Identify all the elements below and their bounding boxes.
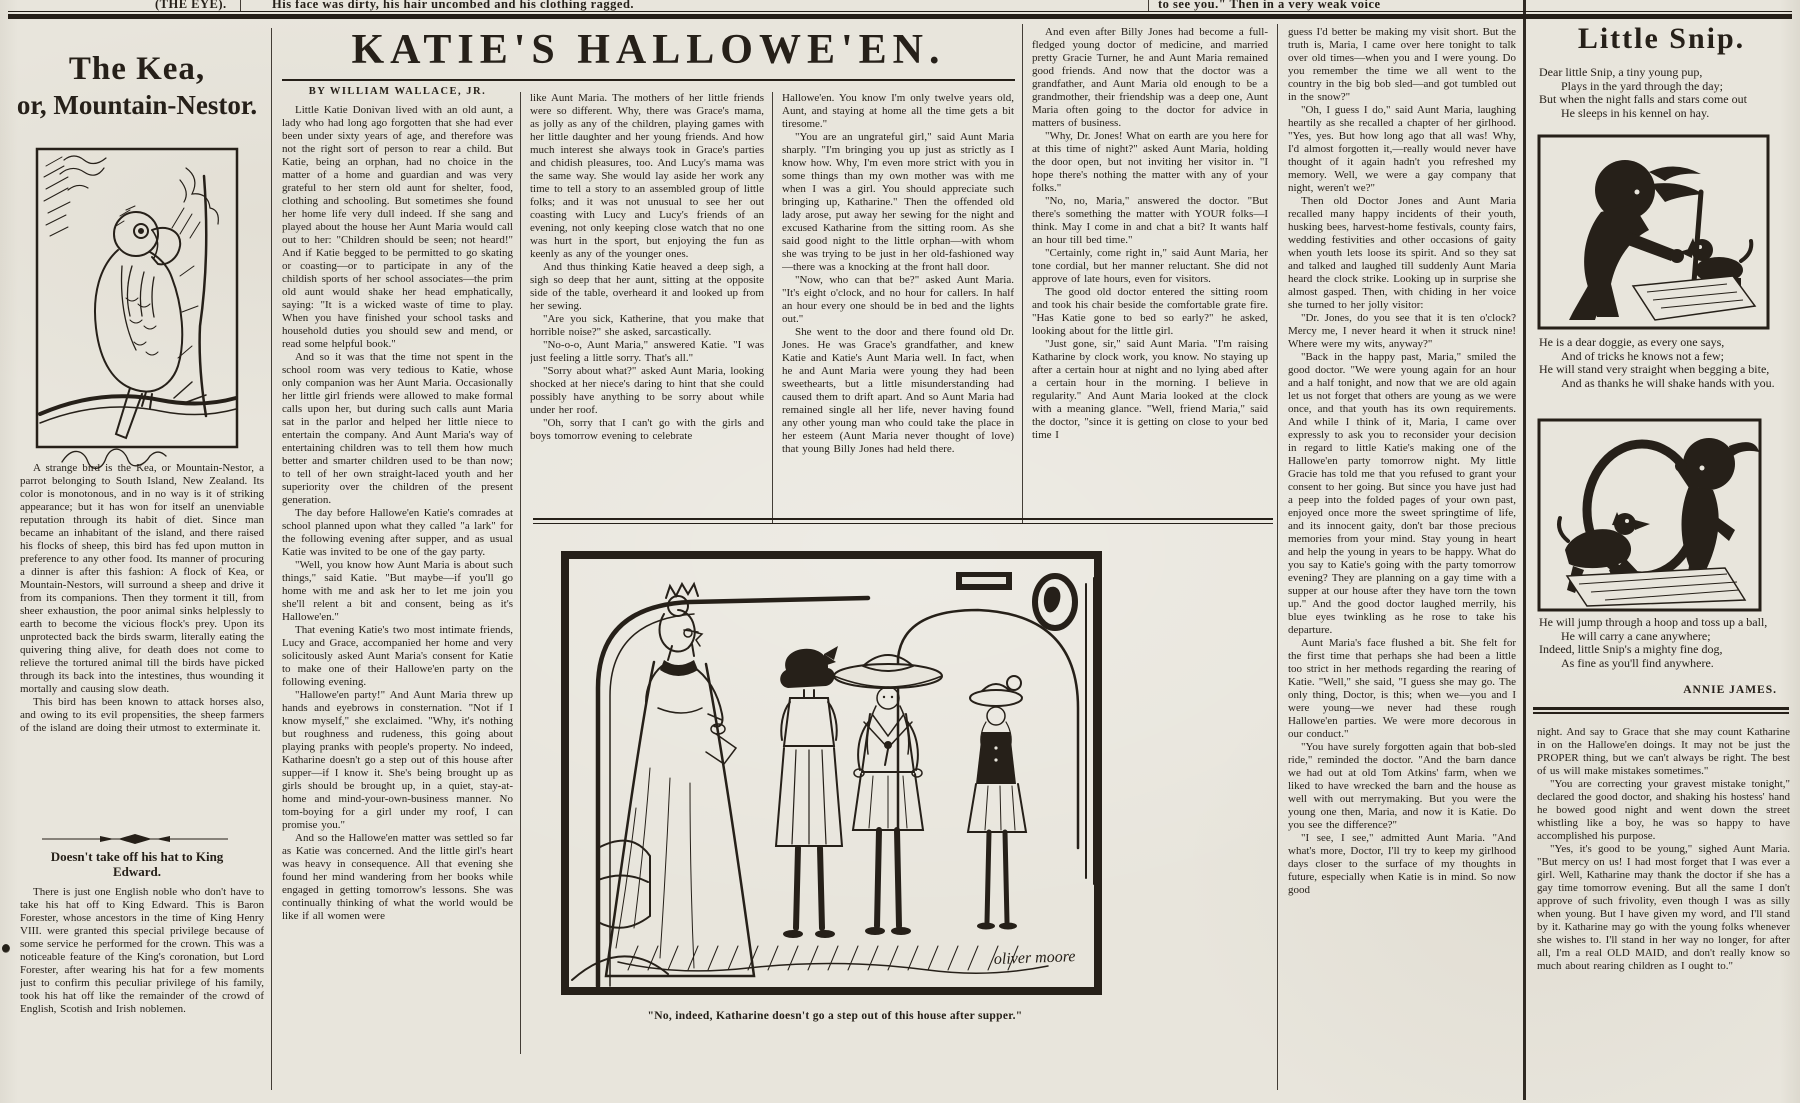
verse-line: Indeed, little Snip's a mighty fine dog, [1539,642,1723,656]
kea-title-line1: The Kea, [68,51,206,87]
snip-verse-3 [1537,616,1790,670]
illustration-top-rule [533,518,1273,524]
story-paragraph: "You are correcting your gravest mistake tonight," declared the good doctor, and shaking his hostess' hand he bowed good night and went down the street whistling like a boy, he was so happy to have accomplished his purpose. [1537,778,1790,842]
story-paragraph: That evening Katie's two most intimate friends, Lucy and Grace, accompanied her home and very solicitously asked Aunt Maria's consent for Katie to make one of their Hallowe'en party on the following evening. [282,624,513,688]
column-rule-3 [772,92,773,523]
story-paragraph: Then old Doctor Jones and Aunt Maria recalled many happy incidents of their youth, husking bees, harvest-home festivals, county fairs, wedding festivities and other occasions of gaity when youth lets loose its spirit. And so they sat and talked and laughed till suddenly Aunt Maria heard the clock strike. Looking up in surprise she almost gasped. Then, with chiding in her voice she turned to her jolly visitor: [1288,195,1516,311]
story-paragraph: "You have surely forgotten again that bob-sled ride," reminded the doctor. "And the barn dance we had out at old Tom Atkins' farm, when we liked to have wrecked the barn and the house as well with out merrymaking. But you were the young one then, Maria, and now it is Katie. Do you see the difference?" [1288,741,1516,831]
story-paragraph: "Back in the happy past, Maria," smiled the good doctor. "We were young again for an hour and a half tonight, and now that we are old again let us not forget that others are young as we were once, and that youth has its own requirements. And while I think of it, Maria, I came over expressly to ask you to reconsider your decision in regard to little Katie's making one of the Hallowe'en party tomorrow night. My little Gracie has told me that you refused to grant your consent to her going. But since you have just had a peep into the folded pages of your own past, enjoyed once more the sweet springtime of life, and its innocent gaity, don't bar those precious memories from your mind. Stay young in heart and help the young in years to be happy. What do you say to Katie's going with the party tomorrow evening? They are planning on a gay time with a supper at our house after they have torn the town up." And the good doctor laughed merrily, his blue eyes twinkling as he rose to take his departure. [1288,351,1516,636]
headline-rule [282,79,1015,81]
ink-spot [2,944,10,953]
story-column-5 [1288,26,1516,1092]
top-teaser-right: to see you." Then in a very weak voice [1158,0,1381,11]
kea-subheadline [14,849,260,879]
verse-line: He will jump through a hoop and toss up a ball, [1539,615,1768,629]
story-paragraph: "Are you sick, Katherine, that you make that horrible noise?" she asked, sarcastically. [530,313,764,338]
story-paragraph: And so the Hallowe'en matter was settled so far as Katie was concerned. And the little girl's heart was heavy in consequence. All that evening she found her mind wandering from her books while engaged in getting tomorrow's lessons. She was continually thinking of what the world would be like if all women were [282,832,513,922]
snip-illustration-1 [1537,134,1770,330]
verse-line: He is a dear doggie, as every one says, [1539,335,1725,349]
story-paragraph: The day before Hallowe'en Katie's comrades at school planned upon what they called "a lark" for the following evening after supper, and as usual Katie was invited to be one of the gay party. [282,507,513,558]
decorative-divider [40,833,230,845]
story-column-1 [282,104,513,1054]
story-paragraph: "Yes, it's good to be young," sighed Aunt Maria. "But mercy on us! I had most forget that I was ever a girl. Well, Katharine may thank the doctor if she has a gay time tomorrow evening. But all the same I don't approve of such frivolity, even though I was as silly when young. But I have given my word, and I'll stand by it. Katharine may go with the young folks whenever she wishes to. I'll stand in her way no longer, for after all, I'm a real OLD MAID, and don't really know so much about rearing children as I ought to." [1537,843,1790,972]
story-paragraph: "Now, who can that be?" asked Aunt Maria. "It's eight o'clock, and no hour for callers. In half an hour every one should be in bed and the lights out." [782,274,1014,325]
snip-verse-2 [1537,336,1790,390]
subhead-line1: Doesn't take off his hat to King [50,849,224,864]
story-paragraph: Hallowe'en. You know I'm only twelve years old, Aunt, and staying at home all the time gets a bit tiresome." [782,92,1014,130]
column-rule-1 [271,28,272,1090]
snip-illustration-2 [1537,418,1762,612]
story-paragraph: "Well, you know how Aunt Maria is about such things," said Katie. "But maybe—if you'll go home with me and ask her to let me join you she'll relent a bit and consent, being as it's Hallowe'en." [282,559,513,623]
story-paragraph: "Why, Dr. Jones! What on earth are you here for at this time of night?" asked Aunt Maria, holding the door open, but not inviting her visitor in. "I hope there's nothing the matter with any of your folks." [1032,130,1268,194]
verse-line: Plays in the yard through the day; [1561,78,1723,93]
column-rule-5 [1277,24,1278,1090]
story-paragraph: "I see, I see," admitted Aunt Maria. "And what's more, Doctor, I'll try to keep my girlhood days closer to the surface of my thoughts in future, especially when Katie is in mind. So now good [1288,832,1516,896]
story-paragraph: night. And say to Grace that she may count Katharine in on the Hallowe'en doings. It may not be just the PROPER thing, but we can't always be right. The best of us will make mistakes sometimes." [1537,726,1790,777]
story-paragraph: Aunt Maria's face flushed a bit. She felt for the first time that perhaps she had been a little too strict in her methods regarding the rearing of Katie. "Well," she said, "I guess she may go. The only thing, Doctor, is this; when we—you and I were young—we never had these rough Hallowe'en parties. We were more decorous in our conduct." [1288,637,1516,740]
verse-line: And of tricks he knows not a few; [1561,348,1724,363]
story-column-2 [530,92,764,520]
verse-line: But when the night falls and stars come out [1539,92,1747,106]
verse-line: He will stand very straight when begging a bite, [1539,362,1770,376]
story-column-3 [782,92,1014,520]
story-paragraph: She went to the door and there found old Dr. Jones. He was Grace's grandfather, and knew Katie and Katie's Aunt Maria well. In fact, when he and Aunt Maria were young they had been sweethearts, but a little misunderstanding had caused them to drift apart. And so Aunt Maria had remained single all her life, never having found any other young man who could take the place in her esteem (Aunt Maria never thought of love) that young Billy Jones had held there. [782,326,1014,455]
story-paragraph: Little Katie Donivan lived with an old aunt, a lady who had long ago forgotten that she had ever been under sixty years of age, and therefore was not the right sort of person to rear a child. But Katie, being an orphan, had no choice in the matter of a home and guardian and was very grateful to her stern old aunt for shelter, food, clothing and schooling. But sometimes she found her home life very dull indeed. If she sang and played about the house her Aunt Maria would call out to her: "Children should be seen; not heard!" And if Katie begged to be permitted to go skating or coasting—or to participate in any of the childish sports of her school associates—the prim old aunt would shake her head emphatically, saying: "It is a wicked waste of time to play. When you have finished your school tasks and household duties you should sew and mend, or read some helpful book." [282,104,513,350]
kea-subarticle-body [20,886,264,1086]
verse-line: He will carry a cane anywhere; [1561,628,1711,643]
story-paragraph: And so it was that the time not spent in the school room was very tedious to Katie, whose only companion was her Aunt Maria. Occasionally her little girl friends were allowed to make formal calls upon her, but during such calls aunt Maria sat in the parlor and helped her little niece to entertain the company. And Aunt Maria's way of entertaining children was to tell them how much better and smarter children used to be than now; to tell of her own straight-laced youth and her superiority over the children of the present generation. [282,351,513,506]
snip-section-rule [1533,707,1789,714]
top-column-rule-2 [1148,0,1149,11]
story-paragraph: "You are an ungrateful girl," said Aunt Maria sharply. "I'm bringing you up just as strictly as I know how. Why, I'm even more strict with you in some things than my own mother was with me when I was a girl. You should appreciate such bringing up, Katharine." Then the offended old lady arose, put away her sewing for the night and excused Katharine from the sitting room. As she said good night to the little orphan—with whom she was trying to be just in her old-fashioned way—there was a knocking at the front hall door. [782,131,1014,273]
snip-title: Little Snip. [1577,22,1746,55]
kea-title-line2: or, Mountain-Nestor. [16,90,258,120]
story-paragraph: "Hallowe'en party!" And Aunt Maria threw up hands and eyebrows in consternation. "Not if I know myself," she exclaimed. "Why, it's nothing but roughness and rudeness, this going about playing pranks with people's property. No indeed, Katharine doesn't go a step out of this house after supper—if I know it. She's being brought up as girls should be brought up, in a quiet, stay-at-home and mind-your-own-business manner. No tom-boying for a girl under my roof, I can promise you." [282,689,513,831]
story-paragraph: The good old doctor entered the sitting room and took his chair beside the comfortable grate fire. "Has Katie gone to bed so early?" he asked, looking about for the little girl. [1032,286,1268,337]
story-paragraph: like Aunt Maria. The mothers of her little friends were so different. Why, there was Grace's mama, as jolly as any of the children, playing games with her little daughter and her young friends. And how much interest she always took in Grace's parties and chidish pleasures, too. And Lucy's mama was the same way. She would lay aside her work any time to tell a story to an assembled group of little folks; and it was not unusual to see her out coasting with Lucy and Lucy's friends of an evening, not only keeping close watch that no one was hurt in the sport, but enjoying the fun as keenly as any of the younger ones. [530,92,764,260]
story-paragraph: And thus thinking Katie heaved a deep sigh, a sigh so deep that her aunt, sitting at the opposite side of the table, overheard it and looked up from her sewing. [530,261,764,312]
story-paragraph: "No-o-o, Aunt Maria," answered Katie. "I was just feeling a little sorry. That's all." [530,339,764,364]
snip-author-byline: ANNIE JAMES. [1683,684,1777,696]
illustrator-signature: oliver moore [993,948,1076,968]
story-paragraph: And even after Billy Jones had become a full-fledged young doctor of medicine, and married pretty Gracie Turner, he and Aunt Maria remained good friends. And now that the doctor was a grandfather, and Aunt Maria old enough to be a grandmother, their friendship was a deep one, Aunt Maria often going to the doctor for advice in matters of business. [1032,26,1268,129]
kea-bird-illustration [34,146,242,486]
story-paragraph: "Oh, sorry that I can't go with the girls and boys tomorrow evening to celebrate [530,417,764,442]
subhead-line2: Edward. [112,864,162,879]
kea-paragraph: A strange bird is the Kea, or Mountain-Nestor, a parrot belonging to South Island, New Zealand. Its color is monotonous, and in no way is it of striking appearance; but it has won for itself an unenviable reputation through its habit of diet. Since man became an inhabitant of the island, and there raised his flocks of sheep, this bird has fed upon mutton in preference to any other food. Its manner of procuring a dinner is after this fashion: A flock of Kea, or Mountain-Nestors, will surround a sheep and drive it from its companions. Then they torment it till, from sheer exhaustion, the poor animal sinks helplessly to earth to become the vicious flock's prey. Upon its unprotected back the birds swarm, literally eating the quivering thing alive, for death does not come to relieve the tortured animal till the birds have picked through its back into the intestines, thus wounding it mortally and causing slow death. [20,462,264,695]
illustration-caption: "No, indeed, Katharine doesn't go a step out of this house after supper." [647,1010,1023,1022]
verse-line: And as thanks he will shake hands with you. [1561,375,1775,390]
story-paragraph: guess I'd better be making my visit short. But the truth is, Maria, I came over here tonight to talk over old times—when you and I were young. Do you remember the time we all went to the country in the big bob sled—and got tumbled out in the snow?" [1288,26,1516,103]
story-headline: KATIE'S HALLOWE'EN. [351,27,946,73]
top-teaser-center: His face was dirty, his hair uncombed and his clothing ragged. [272,0,635,11]
story-overflow-column [1537,726,1790,1048]
snip-verse-1 [1537,66,1790,120]
column-rule-2 [520,92,521,1054]
column-rule-4 [1022,24,1023,523]
verse-line: Dear little Snip, a tiny young pup, [1539,65,1703,79]
story-paragraph: "No, no, Maria," answered the doctor. "But there's something the matter with YOUR folks—I think. May I come in and chat a bit? It wants half an hour till bed time." [1032,195,1268,246]
kea-paragraph: There is just one English noble who don't have to take his hat off to King Edward. This is Baron Forester, whose ancestors in the time of King Henry VIII. were granted this special privilege because of some service he performed for the crown. This was a noticeable feature of the King's coronation, but Lord Forester, after wearing his hat for a few moments just to confirm this peculiar privilege of his family, took his hat off like the remainder of the crowd of English, Scotish and Irish noblemen. [20,886,264,1015]
story-byline: BY WILLIAM WALLACE, JR. [308,86,487,97]
kea-article-title [10,50,264,122]
story-illustration [558,548,1105,998]
story-column-4 [1032,26,1268,520]
story-paragraph: "Sorry about what?" asked Aunt Maria, looking shocked at her niece's daring to hint that she could possibly have anything to be sorry about while under her roof. [530,365,764,416]
verse-line: He sleeps in his kennel on hay. [1561,105,1710,120]
story-paragraph: "Dr. Jones, do you see that it is ten o'clock? Mercy me, I never heard it when it struck nine! Where were my wits, anyway?" [1288,312,1516,350]
kea-paragraph: This bird has been known to attack horses also, and owing to its evil propensities, the sheep farmers of the island are doing their utmost to exterminate it. [20,696,264,734]
top-column-rule [240,0,241,11]
story-paragraph: "Certainly, come right in," said Aunt Maria, her tone cordial, but her manner reluctant. She did not approve of late hours, even for visitors. [1032,247,1268,285]
verse-line: As fine as you'll find anywhere. [1561,655,1714,670]
story-paragraph: "Just gone, sir," said Aunt Maria. "I'm raising Katharine by clock work, you know. No staying up after a certain hour at night and no lying abed after a certain hour in the morning. I believe in regularity." And Aunt Maria looked at the clock with a meaning glance. "Well, friend Maria," said the doctor, "since it is getting on close to your bed time I [1032,338,1268,441]
story-paragraph: "Oh, I guess I do," said Aunt Maria, laughing heartily as she recalled a chapter of her girlhood. "Yes, yes. But how long ago that all was! Why, I'd almost forgotten it,—really would never have thought of it again hadn't you refreshed my memory. Well, we were a gay company that night, weren't we?" [1288,104,1516,194]
section-rule [1523,0,1526,1100]
kea-article-body [20,462,264,832]
masthead-fragment: (THE EYE). [155,0,227,11]
